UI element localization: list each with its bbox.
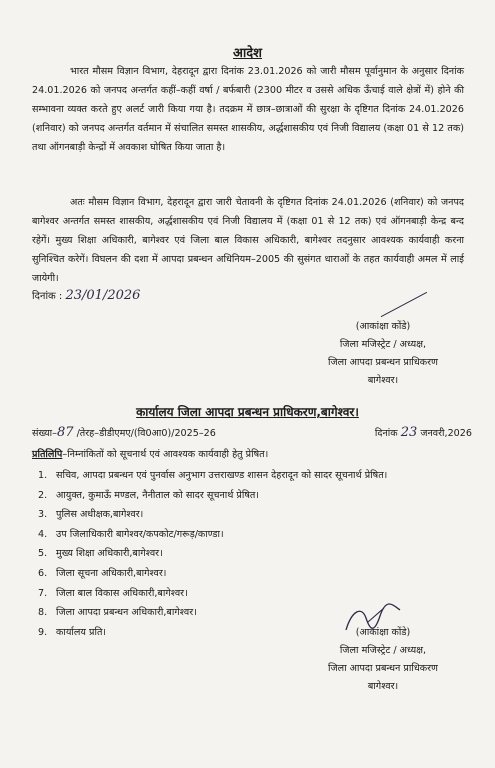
list-number: 9. [38,626,48,638]
reference-date-label: दिनांक [374,428,398,439]
signatory-name: (आकांक्षा कोंडे) [355,627,411,638]
reference-number-handwritten: 87 [56,425,74,440]
list-number: 8. [38,607,48,619]
order-paragraph-1: भारत मौसम विज्ञान विभाग, देहरादून द्वारा दिनांक 23.01.2026 को जारी मौसम पूर्वानुमान के अनुसार दिनांक 24.01.2026 को जनपद अन्तर्गत कहीं–कहीं वर्षा / बर्फबारी (2300 मीटर व उससे अधिक ऊँचाई वाले क्षेत्रों में) होने की सम्भावना व्यक्त करते हुए अलर्ट जारी किया गया है। तदक्रम में छात्र–छात्राओं की सुरक्षा के दृष्टिगत दिनांक 24.01.2026 (शनिवार) को जनपद अन्तर्गत वर्तमान में संचालित समस्त शासकीय, अर्द्धशासकीय एवं निजी विद्यालय (कक्षा 01 से 12 तक) तथा ऑगनबाड़ी केन्द्रों में अवकाश घोषित किया जाता है। [32,66,464,153]
reference-date [375,425,472,440]
order-heading: आदेश [232,46,263,61]
recipient-text: जिला बाल विकास अधिकारी,बागेश्वर। [56,587,188,599]
list-item [38,603,478,623]
list-item [38,525,478,545]
reference-row [32,425,472,440]
list-number: 3. [38,509,48,521]
order-date-line [32,288,140,303]
list-item [38,544,478,564]
list-number: 6. [38,567,48,579]
recipient-text: जिला सूचना अधिकारी,बागेश्वर। [56,567,167,579]
list-item [38,584,478,604]
signatory-name: (आकांक्षा कोंडे) [355,321,411,332]
list-number: 7. [38,587,48,599]
list-item [38,564,478,584]
signature-block-2 [308,624,458,696]
recipient-text: कार्यालय प्रति। [56,626,107,638]
reference-day-handwritten: 23 [400,425,418,440]
recipient-list [38,466,478,642]
list-item [38,505,478,525]
copy-label: प्रतिलिपि [32,449,63,460]
recipient-text: सचिव, आपदा प्रबन्धन एवं पुनर्वास अनुभाग उत्तराखण्ड शासन देहरादून को सादर सूचनार्थ प्रेषित। [56,470,388,481]
signatory-place: बागेश्वर। [367,681,399,692]
order-date-handwritten: 23/01/2026 [65,288,141,303]
list-number: 4. [38,528,48,540]
order-date-label: दिनांक : [32,291,63,302]
signature-stroke-1 [381,292,428,318]
recipient-text: मुख्य शिक्षा अधिकारी,बागेश्वर। [56,548,163,560]
recipient-text: जिला आपदा प्रबन्धन अधिकारी,बागेश्वर। [56,607,197,619]
reference-label: संख्या– [32,428,57,439]
copy-text: –निम्नांकितों को सूचनार्थ एवं आवश्यक कार्यवाही हेतु प्रेषित। [62,449,269,460]
signatory-place: बागेश्वर। [367,375,399,386]
list-number: 1. [38,470,48,481]
list-number: 5. [38,548,48,560]
office-title: कार्यालय जिला आपदा प्रबन्धन प्राधिकरण,बागेश्वर। [136,405,359,419]
copy-line [32,447,268,460]
list-number: 2. [38,489,48,501]
list-item [38,466,478,486]
recipient-text: आयुक्त, कुमाऊँ मण्डल, नैनीताल को सादर सूचनार्थ प्रेषित। [56,489,260,501]
reference-date-rest: जनवरी,2026 [420,428,472,439]
order-paragraph-2: अतः मौसम विज्ञान विभाग, देहरादून द्वारा जारी चेतावनी के दृष्टिगत दिनांक 24.01.2026 (शनिवार) को जनपद बागेश्वर अन्तर्गत समस्त शासकीय, अर्द्धशासकीय एवं निजी विद्यालय में (कक्षा 01 से 12 तक) एवं ऑगनबाड़ी केन्द्र बन्द रहेगें। मुख्य शिक्षा अधिकारी, बागेश्वर एवं जिला बाल विकास अधिकारी, बागेश्वर तदनुसार आवश्यक कार्यवाही करना सुनिश्चित करेगें। विघलन की दशा में आपदा प्रबन्धन अधिनियम–2005 की सुसंगत धाराओं के तहत कार्यवाही अमल में लाई जायेगी। [32,197,464,284]
signatory-authority: जिला आपदा प्रबन्धन प्राधिकरण [328,663,438,674]
signatory-designation: जिला मजिस्ट्रेट / अध्यक्ष, [339,339,427,350]
recipient-text: उप जिलाधिकारी बागेश्वर/कपकोट/गरूड़/काण्डा। [56,528,224,540]
reference-code: /तेरह–डीडीएमए/(वि0आ0)/2025–26 [76,428,216,439]
recipient-text: पुलिस अधीक्षक,बागेश्वर। [56,509,144,521]
list-item [38,486,478,506]
signature-block-1 [308,318,458,390]
signatory-designation: जिला मजिस्ट्रेट / अध्यक्ष, [339,645,427,656]
signatory-authority: जिला आपदा प्रबन्धन प्राधिकरण [328,357,438,368]
